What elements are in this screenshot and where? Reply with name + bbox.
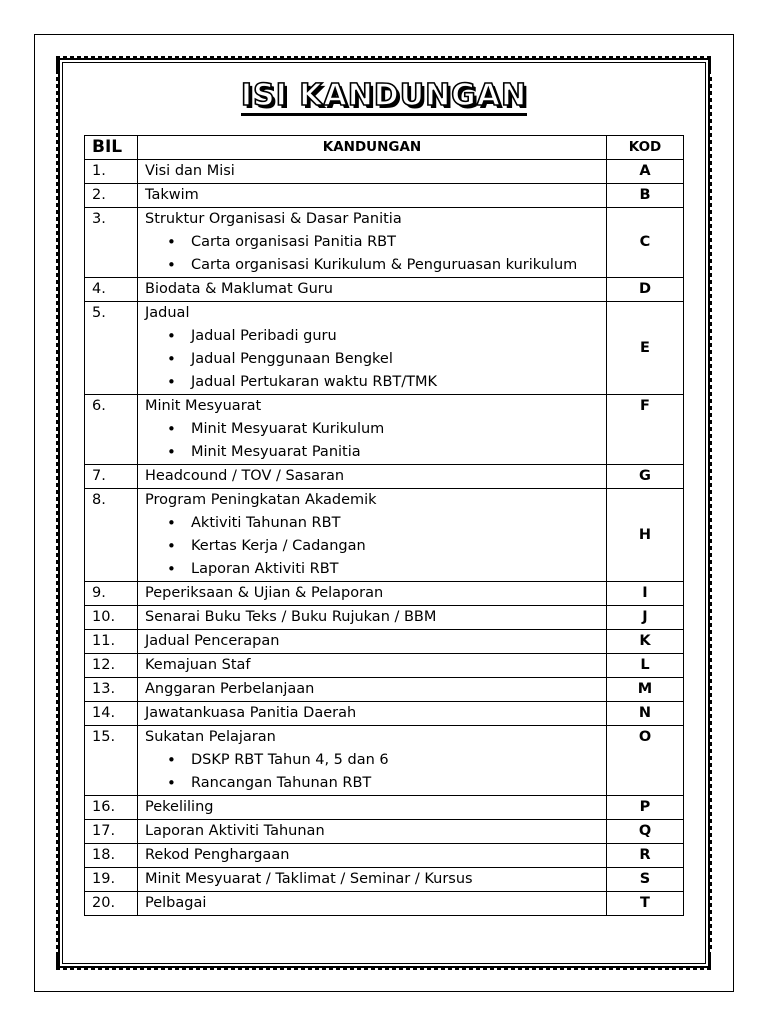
sub-item: • Rancangan Tahunan RBT — [191, 772, 599, 795]
row-code: L — [607, 654, 684, 678]
table-row — [85, 184, 684, 208]
contents-table — [84, 135, 684, 916]
row-content-title: Headcound / TOV / Sasaran — [145, 468, 345, 484]
row-code: T — [607, 892, 684, 916]
table-row — [85, 302, 684, 395]
row-content — [138, 465, 607, 489]
row-content — [138, 208, 607, 278]
row-content-title: Anggaran Perbelanjaan — [145, 681, 315, 697]
row-content-title: Jawatankuasa Panitia Daerah — [145, 705, 357, 721]
table-row — [85, 868, 684, 892]
row-number: 16. — [85, 796, 138, 820]
row-number: 17. — [85, 820, 138, 844]
header-kod: KOD — [607, 136, 684, 160]
sub-item: • Carta organisasi Kurikulum & Penguruasan kurikulum — [191, 254, 599, 277]
row-number: 5. — [85, 302, 138, 395]
table-row — [85, 654, 684, 678]
row-code: E — [607, 302, 684, 395]
row-content — [138, 892, 607, 916]
row-content-title: Kemajuan Staf — [145, 657, 251, 673]
table-row — [85, 630, 684, 654]
sub-item-list — [145, 231, 599, 277]
row-code: H — [607, 489, 684, 582]
row-content-title: Biodata & Maklumat Guru — [145, 281, 333, 297]
row-content-title: Peperiksaan & Ujian & Pelaporan — [145, 585, 384, 601]
row-code: C — [607, 208, 684, 278]
row-content-title: Struktur Organisasi & Dasar Panitia — [145, 211, 402, 227]
row-number: 12. — [85, 654, 138, 678]
row-number: 10. — [85, 606, 138, 630]
row-code: S — [607, 868, 684, 892]
row-code: M — [607, 678, 684, 702]
header-kandungan: KANDUNGAN — [138, 136, 607, 160]
table-row — [85, 678, 684, 702]
sub-item-list — [145, 749, 599, 795]
row-content — [138, 582, 607, 606]
row-content-title: Jadual Pencerapan — [145, 633, 280, 649]
row-content-title: Laporan Aktiviti Tahunan — [145, 823, 325, 839]
row-content — [138, 302, 607, 395]
row-code: P — [607, 796, 684, 820]
table-body — [85, 160, 684, 916]
row-number: 18. — [85, 844, 138, 868]
row-content-title: Visi dan Misi — [145, 163, 235, 179]
row-content — [138, 796, 607, 820]
row-code: Q — [607, 820, 684, 844]
row-content-title: Sukatan Pelajaran — [145, 729, 276, 745]
row-content-title: Pekeliling — [145, 799, 214, 815]
row-content — [138, 820, 607, 844]
row-content-title: Pelbagai — [145, 895, 207, 911]
row-code: O — [607, 726, 684, 796]
row-content-title: Minit Mesyuarat / Taklimat / Seminar / Kursus — [145, 871, 473, 887]
row-number: 11. — [85, 630, 138, 654]
sub-item: • Minit Mesyuarat Panitia — [191, 441, 599, 464]
table-row — [85, 489, 684, 582]
row-number: 6. — [85, 395, 138, 465]
row-number: 9. — [85, 582, 138, 606]
row-number: 1. — [85, 160, 138, 184]
table-row — [85, 892, 684, 916]
table-row — [85, 395, 684, 465]
row-code: F — [607, 395, 684, 465]
row-number: 20. — [85, 892, 138, 916]
sub-item: • DSKP RBT Tahun 4, 5 dan 6 — [191, 749, 599, 772]
table-row — [85, 702, 684, 726]
row-content — [138, 160, 607, 184]
row-code: I — [607, 582, 684, 606]
row-content — [138, 278, 607, 302]
row-content — [138, 726, 607, 796]
row-number: 15. — [85, 726, 138, 796]
sub-item: • Jadual Peribadi guru — [191, 325, 599, 348]
table-row — [85, 726, 684, 796]
row-number: 4. — [85, 278, 138, 302]
row-number: 3. — [85, 208, 138, 278]
row-content-title: Jadual — [145, 305, 190, 321]
row-content — [138, 184, 607, 208]
row-content-title: Takwim — [145, 187, 199, 203]
table-row — [85, 582, 684, 606]
table-header-row — [85, 136, 684, 160]
row-content — [138, 395, 607, 465]
row-code: K — [607, 630, 684, 654]
row-content-title: Program Peningkatan Akademik — [145, 492, 377, 508]
row-content — [138, 844, 607, 868]
row-number: 2. — [85, 184, 138, 208]
row-number: 13. — [85, 678, 138, 702]
sub-item: • Carta organisasi Panitia RBT — [191, 231, 599, 254]
row-number: 14. — [85, 702, 138, 726]
row-content-title: Senarai Buku Teks / Buku Rujukan / BBM — [145, 609, 437, 625]
row-content — [138, 654, 607, 678]
row-content — [138, 606, 607, 630]
sub-item-list — [145, 418, 599, 464]
table-row — [85, 820, 684, 844]
row-code: A — [607, 160, 684, 184]
header-bil: BIL — [85, 136, 138, 160]
sub-item: • Kertas Kerja / Cadangan — [191, 535, 599, 558]
table-row — [85, 844, 684, 868]
sub-item: • Minit Mesyuarat Kurikulum — [191, 418, 599, 441]
table-row — [85, 796, 684, 820]
row-number: 7. — [85, 465, 138, 489]
sub-item: • Jadual Pertukaran waktu RBT/TMK — [191, 371, 599, 394]
sub-item-list — [145, 325, 599, 394]
row-content — [138, 630, 607, 654]
row-content-title: Minit Mesyuarat — [145, 398, 262, 414]
row-number: 19. — [85, 868, 138, 892]
row-code: D — [607, 278, 684, 302]
title-text: ISI KANDUNGAN — [241, 79, 527, 116]
row-code: G — [607, 465, 684, 489]
table-row — [85, 208, 684, 278]
row-content — [138, 489, 607, 582]
sub-item: • Aktiviti Tahunan RBT — [191, 512, 599, 535]
row-number: 8. — [85, 489, 138, 582]
table-row — [85, 160, 684, 184]
row-code: B — [607, 184, 684, 208]
row-content — [138, 702, 607, 726]
page-title — [0, 78, 768, 116]
sub-item-list — [145, 512, 599, 581]
table-row — [85, 278, 684, 302]
row-content-title: Rekod Penghargaan — [145, 847, 290, 863]
row-content — [138, 868, 607, 892]
sub-item: • Jadual Penggunaan Bengkel — [191, 348, 599, 371]
sub-item: • Laporan Aktiviti RBT — [191, 558, 599, 581]
row-code: J — [607, 606, 684, 630]
row-content — [138, 678, 607, 702]
row-code: N — [607, 702, 684, 726]
table-row — [85, 606, 684, 630]
table-row — [85, 465, 684, 489]
row-code: R — [607, 844, 684, 868]
